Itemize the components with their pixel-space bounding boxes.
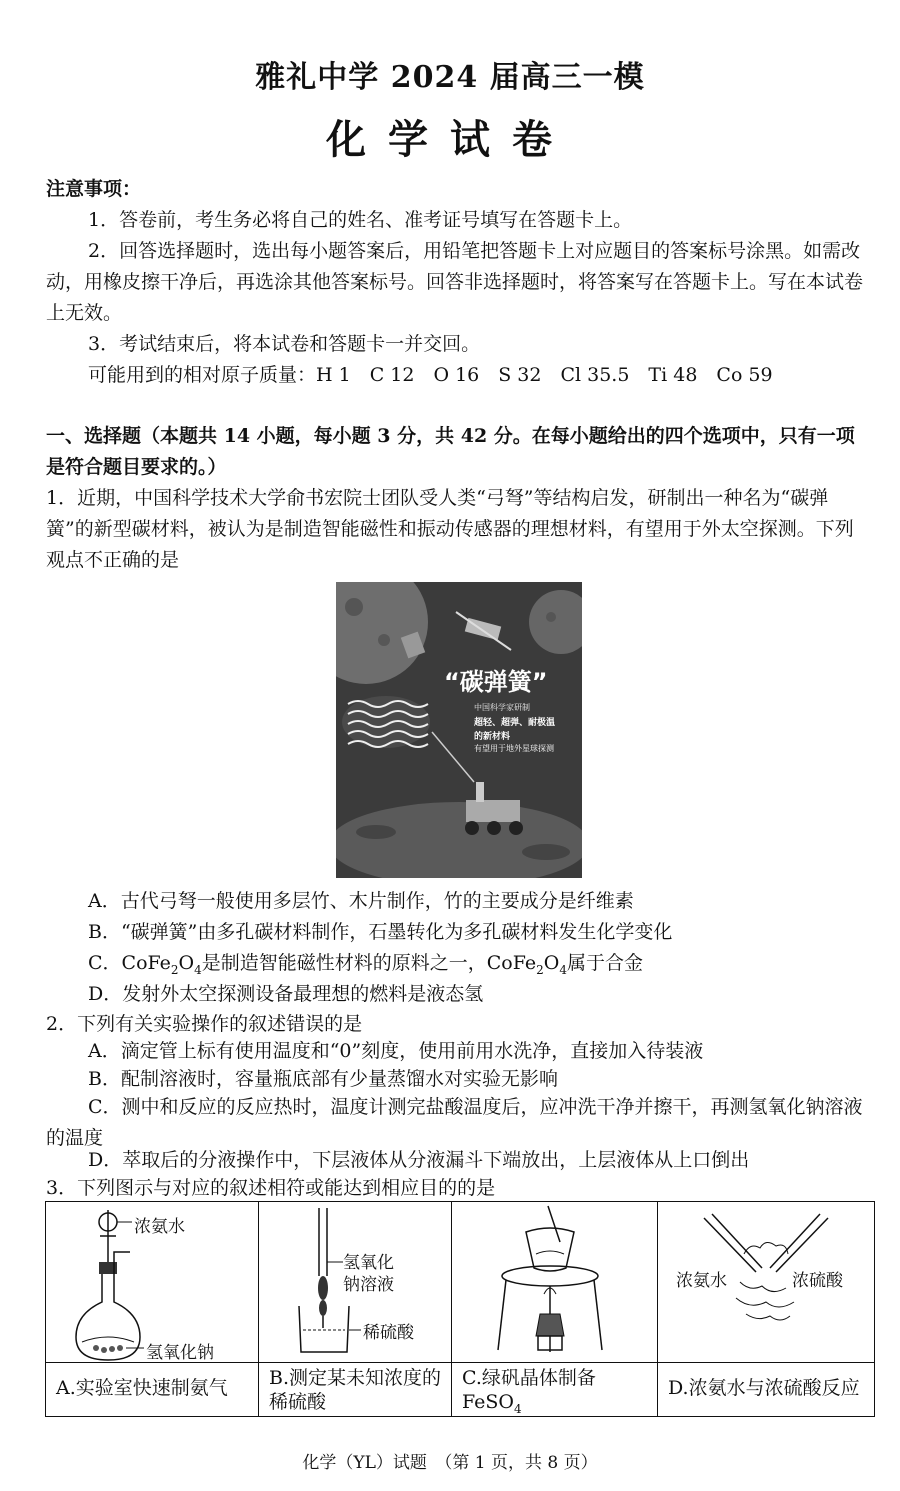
poster-line-2: 超轻、超弹、耐极温 bbox=[474, 718, 556, 728]
poster-line-1: 中国科学家研制 bbox=[474, 703, 530, 712]
question-2-stem: 2．下列有关实验操作的叙述错误的是 bbox=[46, 1013, 363, 1035]
q2-option-c: C．测中和反应的反应热时，温度计测完盐酸温度后，应冲洗干净并擦干，再测氢氧化钠溶液的温度 bbox=[46, 1096, 863, 1149]
poster-line-4: 有望用于地外星球探测 bbox=[474, 744, 554, 753]
evaporation-figure bbox=[452, 1202, 657, 1362]
cell-a bbox=[46, 1202, 259, 1416]
poster-line-3: 的新材料 bbox=[474, 732, 511, 742]
atomic-masses: 可能用到的相对原子质量：H 1 C 12 O 16 S 32 Cl 35.5 Ti 48 Co 59 bbox=[88, 364, 773, 386]
label-naoh-solution-2: 钠溶液 bbox=[343, 1275, 394, 1295]
label-naoh-a: 氢氧化钠 bbox=[146, 1343, 214, 1363]
caption-c: C.绿矾晶体制备 FeSO$_4$ bbox=[462, 1367, 596, 1416]
exam-title: 雅礼中学 2024 届高三一模 bbox=[255, 60, 645, 95]
q1-option-b: B．“碳弹簧”由多孔碳材料制作，石墨转化为多孔碳材料发生化学变化 bbox=[88, 921, 673, 943]
label-conc-ammonia-d: 浓氨水 bbox=[676, 1271, 727, 1291]
carbon-spring-poster bbox=[336, 582, 582, 878]
q2-option-d: D．萃取后的分液操作中，下层液体从分液漏斗下端放出，上层液体从上口倒出 bbox=[88, 1149, 750, 1171]
caption-b: B.测定某未知浓度的稀硫酸 bbox=[269, 1367, 442, 1413]
caption-a: A.实验室快速制氨气 bbox=[56, 1377, 228, 1399]
question-3-stem: 3．下列图示与对应的叙述相符或能达到相应目的的是 bbox=[46, 1177, 496, 1199]
notes-heading: 注意事项： bbox=[46, 178, 142, 200]
cell-c bbox=[452, 1202, 658, 1416]
cell-d bbox=[658, 1202, 874, 1416]
label-conc-ammonia-a: 浓氨水 bbox=[134, 1217, 185, 1237]
poster-title: “碳弹簧” bbox=[444, 668, 548, 696]
notes-item-1: 1．答卷前，考生务必将自己的姓名、准考证号填写在答题卡上。 bbox=[88, 209, 633, 231]
q2-option-a: A．滴定管上标有使用温度和“0”刻度，使用前用水洗净，直接加入待装液 bbox=[88, 1040, 704, 1062]
notes-item-2: 2．回答选择题时，选出每小题答案后，用铅笔把答题卡上对应题目的答案标号涂黑。如需改动，用橡皮擦干净后，再选涂其他答案标号。回答非选择题时，将答案写在答题卡上。写在本试卷上无效。 bbox=[46, 240, 864, 324]
q2-option-b: B．配制溶液时，容量瓶底部有少量蒸馏水对实验无影响 bbox=[88, 1068, 558, 1090]
q1-option-a: A．古代弓弩一般使用多层竹、木片制作，竹的主要成分是纤维素 bbox=[88, 890, 634, 912]
q3-figure-table bbox=[45, 1201, 875, 1417]
q1-option-d: D．发射外太空探测设备最理想的燃料是液态氢 bbox=[88, 983, 484, 1005]
question-1-stem: 1．近期，中国科学技术大学俞书宏院士团队受人类“弓弩”等结构启发，研制出一种名为“碳弹簧”的新型碳材料，被认为是制造智能磁性和振动传感器的理想材料，有望用于外太空探测。下列观点不正确的是 bbox=[46, 487, 854, 571]
subject-title: 化学试卷 bbox=[326, 116, 574, 163]
label-conc-sulfuric-d: 浓硫酸 bbox=[792, 1271, 843, 1291]
q1-option-c: C．$CoFe_2O_4$是制造智能磁性材料的原料之一，$CoFe_2O_4$属于合金 bbox=[88, 952, 644, 977]
notes-item-3: 3．考试结束后，将本试卷和答题卡一并交回。 bbox=[88, 333, 481, 355]
label-naoh-solution-1: 氢氧化 bbox=[343, 1253, 394, 1273]
cell-b bbox=[259, 1202, 452, 1416]
section-heading: 一、选择题（本题共 14 小题，每小题 3 分，共 42 分。在每小题给出的四个选项中，只有一项是符合题目要求的。） bbox=[46, 425, 855, 478]
caption-d: D.浓氨水与浓硫酸反应 bbox=[668, 1377, 860, 1399]
page-footer: 化学（YL）试题 （第 1 页，共 8 页） bbox=[302, 1453, 598, 1473]
label-dilute-sulfuric: 稀硫酸 bbox=[363, 1323, 414, 1343]
